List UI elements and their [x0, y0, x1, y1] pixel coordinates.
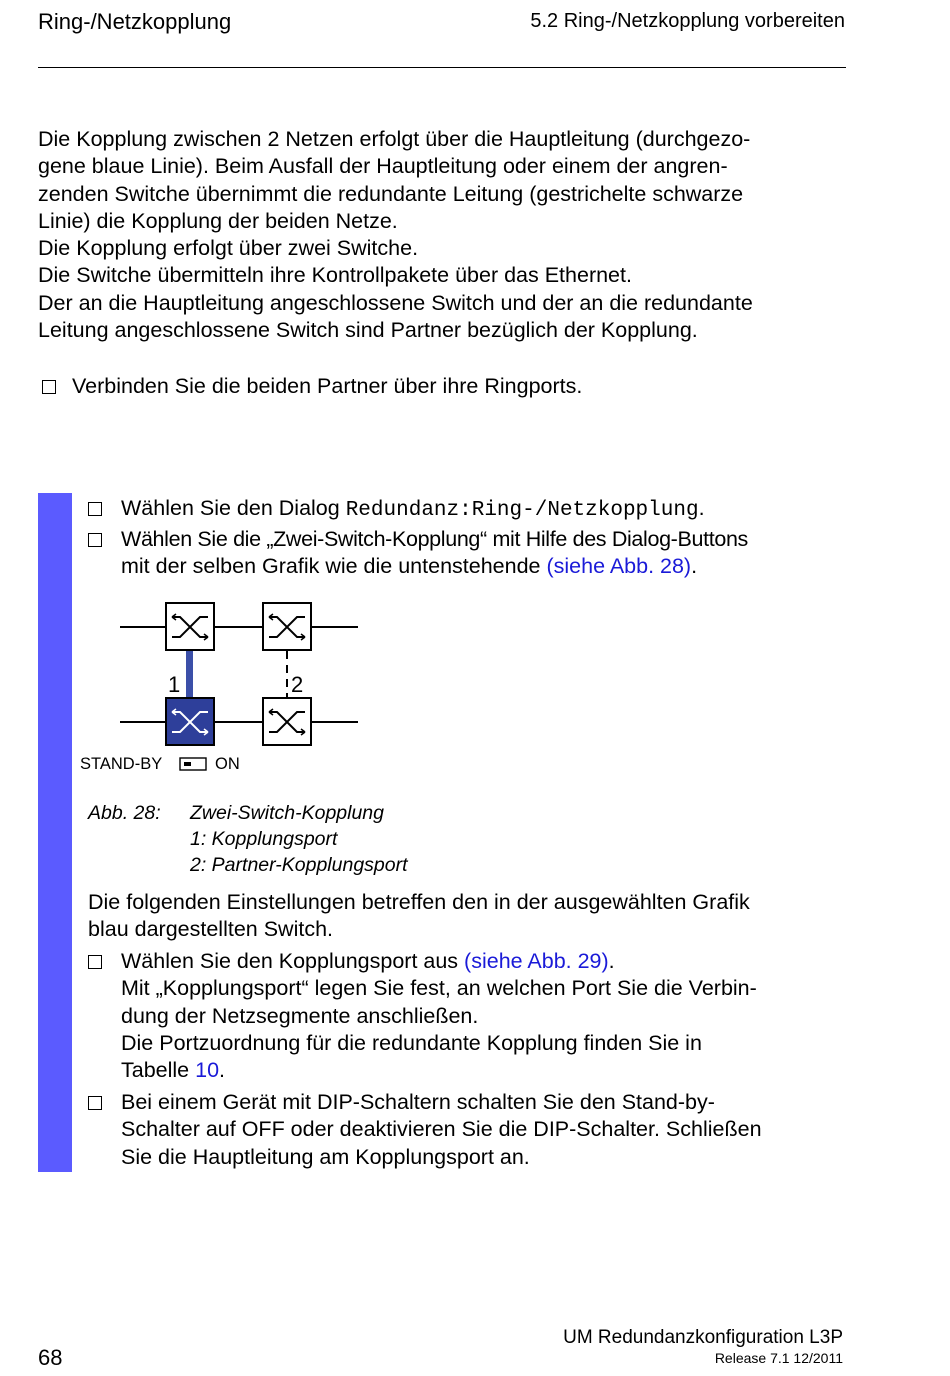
running-header-right: 5.2 Ring-/Netzkopplung vorbereiten	[530, 10, 845, 32]
task-text: dung der Netzsegmente anschließen.	[121, 1003, 479, 1028]
text-line: blau dargestellten Switch.	[88, 917, 334, 942]
text-line: Die Kopplung zwischen 2 Netzen erfolgt über die Hauptleitung (durchgezo-	[38, 127, 751, 151]
punctuation: .	[698, 496, 705, 520]
text-line: Linie) die Kopplung der beiden Netze.	[38, 208, 398, 233]
caption-line: 1: Kopplungsport	[190, 828, 338, 850]
task-text: Schalter auf OFF oder deaktivieren Sie die DIP-Schalter. Schließen	[121, 1117, 762, 1142]
task-text: mit der selben Grafik wie die untenstehende	[121, 554, 547, 579]
switch-icon	[263, 698, 311, 745]
task-text: Verbinden Sie die beiden Partner über ihre Ringports.	[72, 374, 583, 398]
switch-icon	[166, 603, 214, 650]
table-link[interactable]: 10	[195, 1058, 220, 1083]
task-text: Wählen Sie den Kopplungsport aus	[121, 949, 465, 973]
figure-link[interactable]: (siehe Abb. 28)	[546, 554, 692, 579]
task-dip-switch	[88, 1089, 848, 1171]
partner-port-label: 2	[291, 672, 304, 697]
task-text: Sie die Hauptleitung am Kopplungsport an.	[121, 1144, 530, 1169]
page-number: 68	[38, 1345, 63, 1370]
text-line: Der an die Hauptleitung angeschlossene Switch und der an die redundante	[38, 290, 753, 315]
dialog-name: Redundanz:Ring-/Netzkopplung	[345, 499, 699, 522]
task-text: Die Portzuordnung für die redundante Kopplung finden Sie in	[121, 1030, 702, 1055]
figure-caption	[190, 800, 408, 878]
task-text: Wählen Sie den Dialog	[121, 496, 346, 520]
active-switch-icon	[166, 698, 214, 745]
release-info: Release 7.1 12/2011	[714, 1350, 843, 1366]
task-text: Bei einem Gerät mit DIP-Schaltern schalten Sie den Stand-by-	[121, 1090, 715, 1114]
text-line: Die folgenden Einstellungen betreffen den in der ausgewählten Grafik	[88, 890, 750, 914]
caption-title: Zwei-Switch-Kopplung	[190, 802, 385, 824]
coupling-port-label: 1	[168, 672, 181, 697]
switch-icon	[263, 603, 311, 650]
task-text: Mit „Kopplungsport“ legen Sie fest, an welchen Port Sie die Verbin-	[121, 976, 757, 1001]
punctuation: .	[691, 554, 698, 579]
running-header-left: Ring-/Netzkopplung	[38, 9, 232, 34]
checkbox-icon	[88, 955, 102, 969]
text-line: zenden Switche übernimmt die redundante Leitung (gestrichelte schwarze	[38, 181, 744, 206]
text-line: Leitung angeschlossene Switch sind Partner bezüglich der Kopplung.	[38, 318, 698, 343]
checkbox-icon	[88, 1096, 102, 1110]
standby-switch-icon	[180, 758, 206, 770]
caption-line: 2: Partner-Kopplungsport	[190, 854, 408, 876]
text-line: Die Switche übermitteln ihre Kontrollpakete über das Ethernet.	[38, 263, 632, 288]
standby-label: STAND-BY	[80, 755, 163, 773]
document-title: UM Redundanzkonfiguration L3P	[563, 1327, 843, 1348]
text-line: Die Kopplung erfolgt über zwei Switche.	[38, 236, 419, 261]
main-line	[186, 651, 193, 698]
punctuation: .	[219, 1058, 226, 1083]
task-text: Wählen Sie die „Zwei-Switch-Kopplung“ mit Hilfe des Dialog-Buttons	[121, 527, 748, 551]
figure-link[interactable]: (siehe Abb. 29)	[464, 949, 609, 973]
on-label: ON	[215, 755, 240, 773]
settings-intro	[88, 889, 848, 944]
text-line: gene blaue Linie). Beim Ausfall der Hauptleitung oder einem der angren-	[38, 154, 728, 179]
task-text: Tabelle	[121, 1058, 196, 1083]
punctuation: .	[608, 949, 615, 973]
figure-number: Abb. 28:	[88, 802, 161, 824]
task-select-port	[88, 948, 848, 1084]
